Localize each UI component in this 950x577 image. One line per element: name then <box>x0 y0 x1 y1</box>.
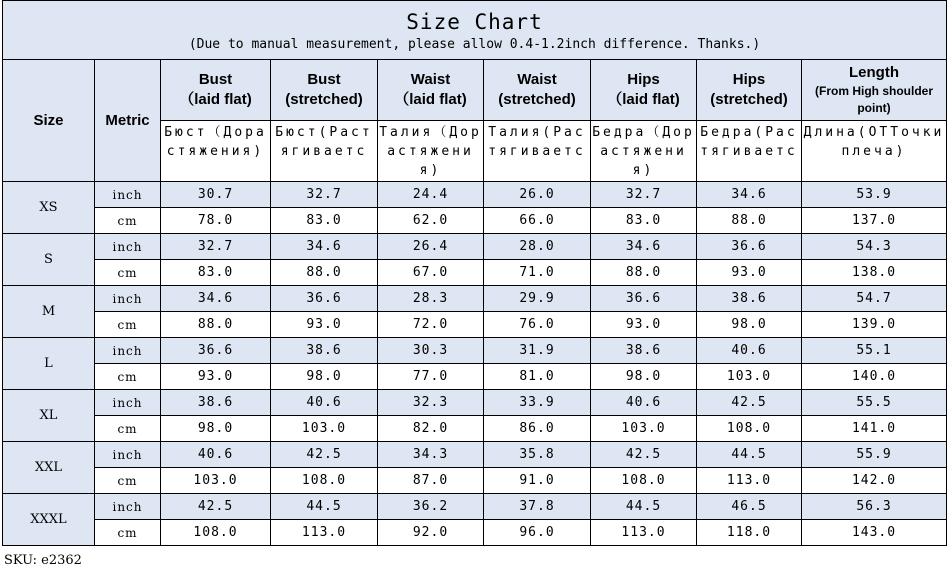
value-cell: 62.0 <box>378 208 484 234</box>
table-row <box>3 442 947 468</box>
value-cell: 108.0 <box>161 520 271 546</box>
table-row <box>3 364 947 390</box>
title-row <box>3 1 947 60</box>
value-cell: 98.0 <box>591 364 697 390</box>
value-cell: 33.9 <box>484 390 591 416</box>
value-cell: 78.0 <box>161 208 271 234</box>
title-cell <box>3 1 947 60</box>
russian-label: Длина(ОТТочкиплеча) <box>803 125 945 159</box>
value-cell: 81.0 <box>484 364 591 390</box>
value-cell: 66.0 <box>484 208 591 234</box>
russian-label: Бедра(Растягиваетс <box>700 125 798 159</box>
value-cell: 138.0 <box>802 260 947 286</box>
value-cell: 26.4 <box>378 234 484 260</box>
value-cell: 28.0 <box>484 234 591 260</box>
value-cell: 31.9 <box>484 338 591 364</box>
russian-label: Бюст(Растягиваетс <box>275 125 373 159</box>
column-header-title: Bust <box>198 71 233 88</box>
value-cell: 54.7 <box>802 286 947 312</box>
value-cell: 93.0 <box>161 364 271 390</box>
value-cell: 29.9 <box>484 286 591 312</box>
metric-cell: cm <box>95 260 161 286</box>
value-cell: 93.0 <box>697 260 802 286</box>
value-cell: 88.0 <box>271 260 378 286</box>
value-cell: 46.5 <box>697 494 802 520</box>
value-cell: 98.0 <box>161 416 271 442</box>
metric-cell: inch <box>95 234 161 260</box>
column-header <box>378 60 484 121</box>
value-cell: 88.0 <box>591 260 697 286</box>
metric-cell: inch <box>95 442 161 468</box>
value-cell: 86.0 <box>484 416 591 442</box>
value-cell: 55.1 <box>802 338 947 364</box>
value-cell: 44.5 <box>591 494 697 520</box>
size-cell: XXXL <box>3 494 95 546</box>
russian-label-cell <box>378 121 484 182</box>
table-row <box>3 182 947 208</box>
column-header-subtitle: (stretched) <box>498 91 576 108</box>
value-cell: 42.5 <box>697 390 802 416</box>
value-cell: 139.0 <box>802 312 947 338</box>
value-cell: 91.0 <box>484 468 591 494</box>
value-cell: 76.0 <box>484 312 591 338</box>
value-cell: 108.0 <box>591 468 697 494</box>
value-cell: 38.6 <box>591 338 697 364</box>
value-cell: 36.2 <box>378 494 484 520</box>
russian-label: Талия(Растягиваетс <box>488 125 586 159</box>
value-cell: 38.6 <box>271 338 378 364</box>
table-row <box>3 286 947 312</box>
value-cell: 40.6 <box>591 390 697 416</box>
column-header-title: Bust <box>307 71 341 88</box>
russian-label: Талия（Дорастяжения) <box>379 125 482 178</box>
value-cell: 32.7 <box>271 182 378 208</box>
value-cell: 40.6 <box>161 442 271 468</box>
value-cell: 55.5 <box>802 390 947 416</box>
size-cell: L <box>3 338 95 390</box>
value-cell: 34.6 <box>271 234 378 260</box>
value-cell: 54.3 <box>802 234 947 260</box>
value-cell: 103.0 <box>271 416 378 442</box>
russian-label-cell <box>802 121 947 182</box>
value-cell: 113.0 <box>697 468 802 494</box>
value-cell: 141.0 <box>802 416 947 442</box>
column-header-title: Metric <box>105 111 150 129</box>
value-cell: 36.6 <box>591 286 697 312</box>
russian-label-cell <box>271 121 378 182</box>
value-cell: 88.0 <box>161 312 271 338</box>
value-cell: 34.6 <box>591 234 697 260</box>
metric-cell: cm <box>95 364 161 390</box>
column-header-subtitle: （laid flat) <box>607 91 680 108</box>
value-cell: 30.3 <box>378 338 484 364</box>
value-cell: 24.4 <box>378 182 484 208</box>
value-cell: 42.5 <box>591 442 697 468</box>
column-header-title: Hips <box>732 71 766 88</box>
column-header-subtitle: (stretched) <box>285 91 363 108</box>
column-header-subtitle: (stretched) <box>710 91 788 108</box>
russian-label-cell <box>591 121 697 182</box>
value-cell: 42.5 <box>161 494 271 520</box>
value-cell: 42.5 <box>271 442 378 468</box>
value-cell: 34.3 <box>378 442 484 468</box>
value-cell: 38.6 <box>161 390 271 416</box>
value-cell: 108.0 <box>271 468 378 494</box>
value-cell: 55.9 <box>802 442 947 468</box>
table-row <box>3 468 947 494</box>
value-cell: 28.3 <box>378 286 484 312</box>
value-cell: 36.6 <box>161 338 271 364</box>
column-header <box>697 60 802 121</box>
column-header <box>3 60 95 182</box>
russian-label-cell <box>697 121 802 182</box>
size-cell: XL <box>3 390 95 442</box>
size-cell: S <box>3 234 95 286</box>
column-header <box>591 60 697 121</box>
value-cell: 32.7 <box>161 234 271 260</box>
metric-cell: cm <box>95 468 161 494</box>
russian-label: Бюст（Дорастяжения) <box>164 125 267 159</box>
value-cell: 113.0 <box>271 520 378 546</box>
value-cell: 44.5 <box>697 442 802 468</box>
value-cell: 56.3 <box>802 494 947 520</box>
value-cell: 30.7 <box>161 182 271 208</box>
metric-cell: inch <box>95 182 161 208</box>
value-cell: 38.6 <box>697 286 802 312</box>
metric-cell: inch <box>95 338 161 364</box>
column-header <box>161 60 271 121</box>
metric-cell: cm <box>95 416 161 442</box>
value-cell: 82.0 <box>378 416 484 442</box>
value-cell: 108.0 <box>697 416 802 442</box>
column-header-row <box>3 60 947 121</box>
table-row <box>3 494 947 520</box>
value-cell: 44.5 <box>271 494 378 520</box>
value-cell: 83.0 <box>161 260 271 286</box>
column-header <box>95 60 161 182</box>
column-header <box>484 60 591 121</box>
value-cell: 137.0 <box>802 208 947 234</box>
value-cell: 103.0 <box>161 468 271 494</box>
value-cell: 98.0 <box>697 312 802 338</box>
value-cell: 98.0 <box>271 364 378 390</box>
value-cell: 72.0 <box>378 312 484 338</box>
value-cell: 93.0 <box>271 312 378 338</box>
table-row <box>3 260 947 286</box>
table-row <box>3 520 947 546</box>
russian-label-cell <box>161 121 271 182</box>
value-cell: 103.0 <box>591 416 697 442</box>
column-header <box>802 60 947 121</box>
metric-cell: cm <box>95 520 161 546</box>
value-cell: 34.6 <box>697 182 802 208</box>
russian-label-cell <box>484 121 591 182</box>
value-cell: 32.7 <box>591 182 697 208</box>
value-cell: 92.0 <box>378 520 484 546</box>
value-cell: 93.0 <box>591 312 697 338</box>
russian-label: Бедра（Дорастяжения) <box>592 125 695 178</box>
metric-cell: cm <box>95 208 161 234</box>
value-cell: 53.9 <box>802 182 947 208</box>
value-cell: 103.0 <box>697 364 802 390</box>
value-cell: 77.0 <box>378 364 484 390</box>
value-cell: 40.6 <box>271 390 378 416</box>
value-cell: 37.8 <box>484 494 591 520</box>
table-row <box>3 234 947 260</box>
table-row <box>3 416 947 442</box>
size-cell: XXL <box>3 442 95 494</box>
value-cell: 118.0 <box>697 520 802 546</box>
value-cell: 113.0 <box>591 520 697 546</box>
value-cell: 87.0 <box>378 468 484 494</box>
value-cell: 67.0 <box>378 260 484 286</box>
value-cell: 96.0 <box>484 520 591 546</box>
size-cell: M <box>3 286 95 338</box>
column-header-title: Length <box>849 64 899 81</box>
table-row <box>3 390 947 416</box>
column-header <box>271 60 378 121</box>
size-chart-table <box>2 0 947 546</box>
value-cell: 71.0 <box>484 260 591 286</box>
value-cell: 140.0 <box>802 364 947 390</box>
value-cell: 34.6 <box>161 286 271 312</box>
size-cell: XS <box>3 182 95 234</box>
chart-subtitle: (Due to manual measurement, please allow 0.4-1.2inch difference. Thanks.) <box>188 37 761 52</box>
metric-cell: inch <box>95 390 161 416</box>
column-header-title: Hips <box>627 71 660 88</box>
chart-title: Size Chart <box>406 10 543 34</box>
column-header-subtitle: （laid flat) <box>394 91 467 108</box>
value-cell: 36.6 <box>697 234 802 260</box>
table-row <box>3 312 947 338</box>
metric-cell: inch <box>95 494 161 520</box>
value-cell: 88.0 <box>697 208 802 234</box>
value-cell: 35.8 <box>484 442 591 468</box>
value-cell: 143.0 <box>802 520 947 546</box>
value-cell: 32.3 <box>378 390 484 416</box>
metric-cell: cm <box>95 312 161 338</box>
value-cell: 83.0 <box>591 208 697 234</box>
sku-label: SKU: e2362 <box>4 553 82 568</box>
column-header-title: Size <box>33 111 64 129</box>
column-header-subtitle: （laid flat) <box>179 91 252 108</box>
value-cell: 36.6 <box>271 286 378 312</box>
value-cell: 83.0 <box>271 208 378 234</box>
table-row <box>3 338 947 364</box>
column-header-title: Waist <box>517 71 557 88</box>
column-header-subtitle: (From High shoulder point) <box>815 84 933 115</box>
value-cell: 26.0 <box>484 182 591 208</box>
value-cell: 40.6 <box>697 338 802 364</box>
table-row <box>3 208 947 234</box>
column-header-title: Waist <box>410 71 451 88</box>
metric-cell: inch <box>95 286 161 312</box>
value-cell: 142.0 <box>802 468 947 494</box>
